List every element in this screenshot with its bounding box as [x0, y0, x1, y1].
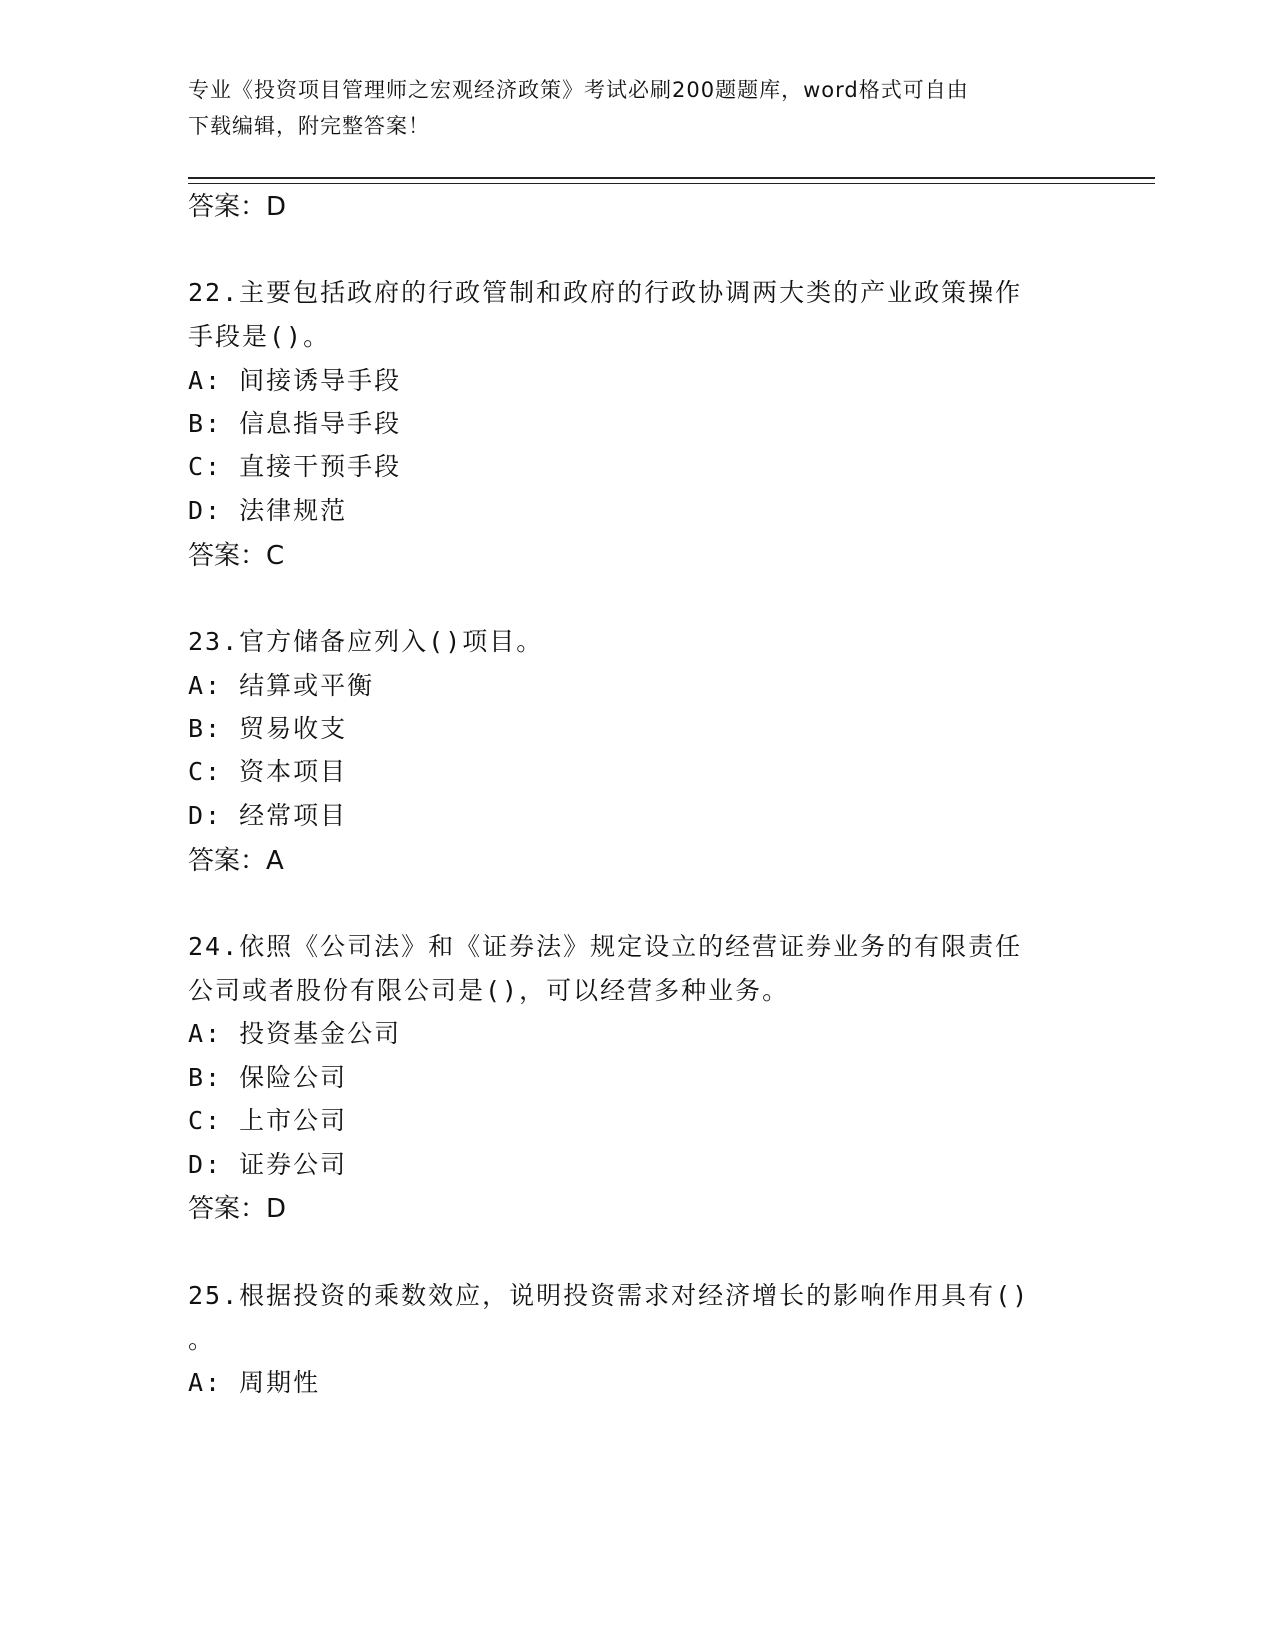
document-header: [188, 72, 1088, 144]
question-22-stem-line-2: 手段是()。: [188, 322, 331, 351]
question-22-option-c: C: 直接干预手段: [188, 452, 402, 481]
header-divider-thin: [188, 183, 1155, 184]
question-23-option-b: B: 贸易收支: [188, 714, 348, 743]
question-24-option-b: B: 保险公司: [188, 1063, 348, 1092]
question-22-option-b: B: 信息指导手段: [188, 409, 402, 438]
question-23-option-a: A: 结算或平衡: [188, 671, 375, 700]
question-22-stem-line-1: 22.主要包括政府的行政管制和政府的行政协调两大类的产业政策操作: [188, 278, 1023, 307]
question-22-answer: 答案：C: [188, 541, 285, 571]
question-23-option-d: D: 经常项目: [188, 801, 348, 830]
question-24-option-a: A: 投资基金公司: [188, 1019, 402, 1048]
header-divider-thick: [188, 177, 1155, 179]
question-24-option-d: D: 证券公司: [188, 1150, 348, 1179]
question-22-option-a: A: 间接诱导手段: [188, 366, 402, 395]
question-24-stem-line-2: 公司或者股份有限公司是()，可以经营多种业务。: [188, 976, 790, 1005]
header-line-2: 下载编辑，附完整答案！: [188, 114, 430, 138]
question-24-answer: 答案：D: [188, 1194, 287, 1224]
question-24-stem-line-1: 24.依照《公司法》和《证券法》规定设立的经营证券业务的有限责任: [188, 932, 1023, 961]
question-25-stem-line-2: 。: [188, 1325, 216, 1354]
answer-previous: 答案：D: [188, 192, 287, 222]
question-23-option-c: C: 资本项目: [188, 757, 348, 786]
question-23-answer: 答案：A: [188, 846, 284, 876]
question-25-stem-line-1: 25.根据投资的乘数效应，说明投资需求对经济增长的影响作用具有(): [188, 1281, 1030, 1310]
question-24-option-c: C: 上市公司: [188, 1106, 348, 1135]
header-line-1: 专业《投资项目管理师之宏观经济政策》考试必刷200题题库，word格式可自由: [188, 78, 969, 102]
question-23-stem-line-1: 23.官方储备应列入()项目。: [188, 627, 544, 656]
question-25-option-a: A: 周期性: [188, 1368, 321, 1397]
question-22-option-d: D: 法律规范: [188, 496, 348, 525]
